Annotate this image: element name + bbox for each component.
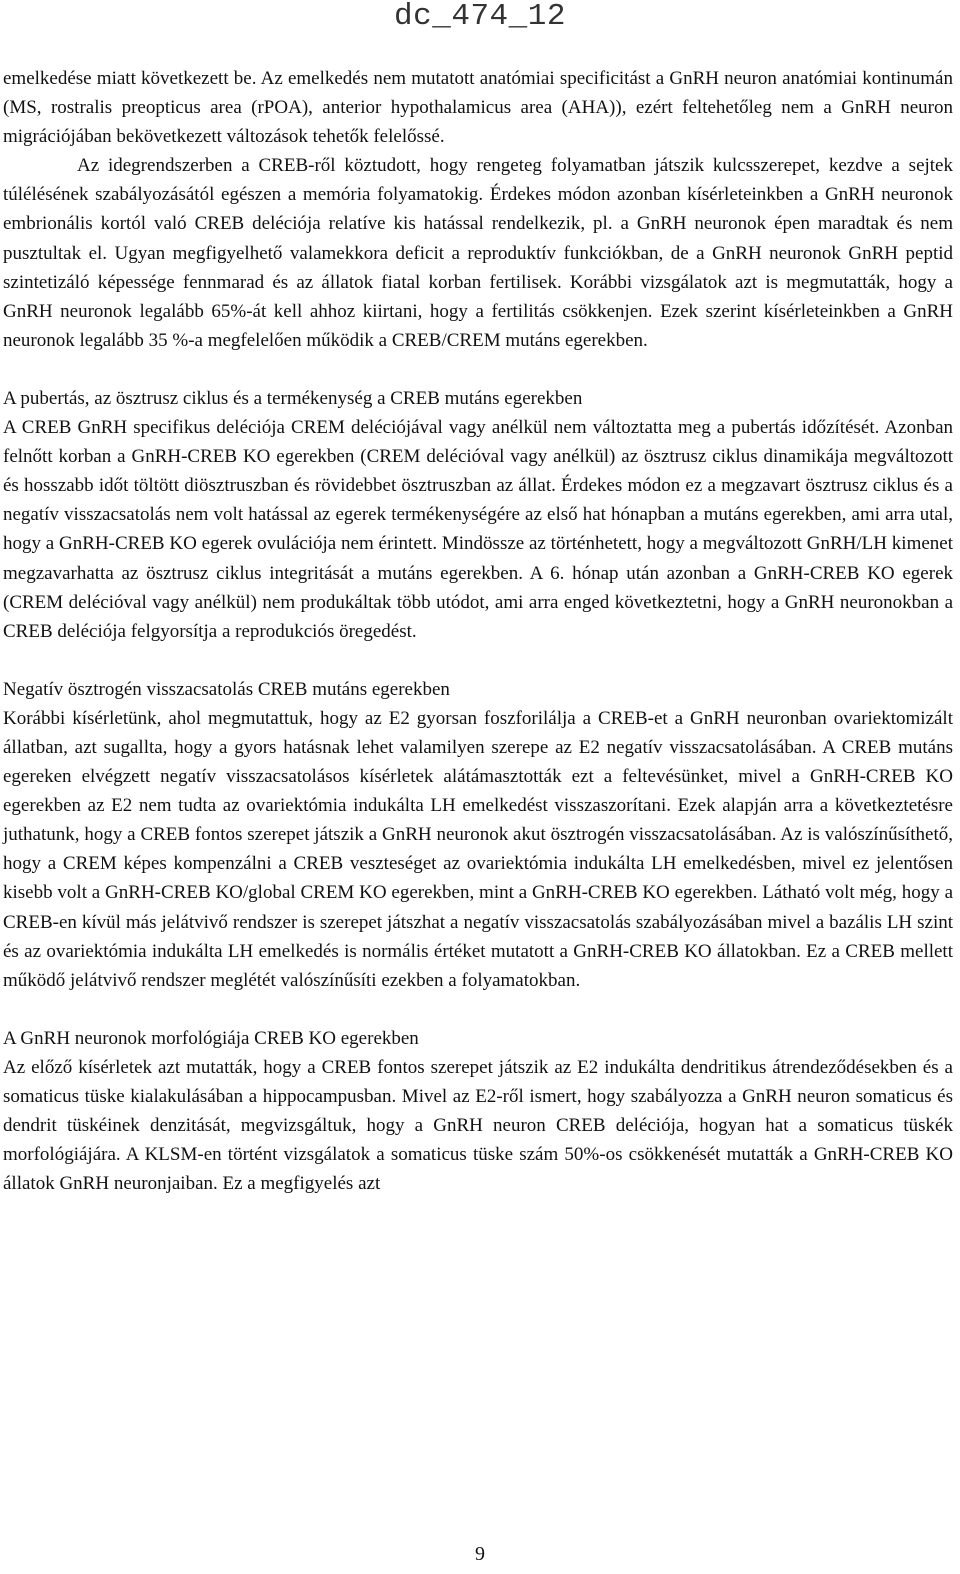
document-body — [3, 64, 953, 1198]
section-heading-negative-feedback: Negatív ösztrogén visszacsatolás CREB mutáns egerekben — [3, 678, 450, 700]
paragraph-continuation: emelkedése miatt következett be. Az emelkedés nem mutatott anatómiai specificitást a GnRH neuron anatómiai kontinumán (MS, rostralis preopticus area (rPOA), anterior hypothalamicus area (AHA)), ezért feltehetőleg nem a GnRH neuron migrációjában bekövetkezett változások tehetők felelőssé. — [3, 68, 953, 148]
section-heading-morphology: A GnRH neuronok morfológiája CREB KO egerekben — [3, 1027, 419, 1049]
section-body-morphology: Az előző kísérletek azt mutatták, hogy a CREB fontos szerepet játszik az E2 indukálta dendritikus átrendeződésekben és a somaticus tüske kialakulásában a hippocampusban. Mivel az E2-ről ismert, hogy szabályozza a GnRH neuron somaticus és dendrit tüskéinek denzitását, megvizsgáltuk, hogy a GnRH neuron CREB deléciója, hogyan hat a somaticus tüskék morfológiájára. A KLSM-en történt vizsgálatok a somaticus tüske szám 50%-os csökkenését mutatták a GnRH-CREB KO állatok GnRH neuronjaiban. Ez a megfigyelés azt — [3, 1056, 953, 1195]
document-header-code: dc_474_12 — [394, 0, 566, 34]
section-spacer — [3, 646, 953, 675]
section-body-negative-feedback: Korábbi kísérletünk, ahol megmutattuk, hogy az E2 gyorsan foszforilálja a CREB-et a GnRH neuronban ovariektomizált állatban, azt sugallta, hogy a gyors hatásnak lehet valamilyen szerepe az E2 negatív visszacsatolásában. A CREB mutáns egereken elvégzett negatív visszacsatolásos kísérletek alátámasztották ezt a feltevésünket, mivel a GnRH-CREB KO egerekben az E2 nem tudta az ovariektómia indukálta LH emelkedést visszaszorítani. Ezek alapján arra a következtetésre juthatunk, hogy a CREB fontos szerepet játszik a GnRH neuronok akut ösztrogén visszacsatolásában. Az is valószínűsíthető, hogy a CREM képes kompenzálni a CREB veszteséget az ovariektómia indukálta LH emelkedésben, mivel ez jelentősen kisebb volt a GnRH-CREB KO/global CREM KO egerekben, mint a GnRH-CREB KO egerekben. Látható volt még, hogy a CREB-en kívül más jelátvivő rendszer is szerepet játszhat a negatív visszacsatolás szabályozásában mivel a bazális LH szint és az ovariektómia indukálta LH emelkedés is normális értéket mutatott a GnRH-CREB KO állatokban. Ez a CREB mellett működő jelátvivő rendszer meglétét valószínűsíti ezekben a folyamatokban. — [3, 707, 953, 991]
section-heading-puberty: A pubertás, az ösztrusz ciklus és a termékenység a CREB mutáns egerekben — [3, 387, 583, 409]
section-body-puberty: A CREB GnRH specifikus deléciója CREM deléciójával vagy anélkül nem változtatta meg a pubertás időzítését. Azonban felnőtt korban a GnRH-CREB KO egerekben (CREM delécióval vagy anélkül) az ösztrusz ciklus dinamikája megváltozott és hosszabb időt töltött diösztruszban és rövidebbet ösztruszban az állat. Érdekes módon ez a megzavart ösztrusz ciklus és a negatív visszacsatolás nem volt hatással az egerek termékenységére az első hat hónapban a mutáns egerekben, ami arra utal, hogy a GnRH-CREB KO egerek ovulációja nem érintett. Mindössze az történhetett, hogy a megváltozott GnRH/LH kimenet megzavarhatta az ösztrusz ciklus integritását a mutáns egerekben. A 6. hónap után azonban a GnRH-CREB KO egerek (CREM delécióval vagy anélkül) nem produkáltak több utódot, ami arra enged következtetni, hogy a GnRH neuronokban a CREB deléciója felgyorsítja a reprodukciós öregedést. — [3, 417, 953, 642]
page-number: 9 — [475, 1543, 485, 1565]
section-spacer — [3, 355, 953, 384]
paragraph-creb-discussion: Az idegrendszerben a CREB-ről köztudott, hogy rengeteg folyamatban játszik kulcsszerepet, kezdve a sejtek túlélésének szabályozásától egészen a memória folyamatokig. Érdekes módon azonban kísérleteinkben a GnRH neuronok embrionális kortól való CREB deléciója relatíve kis hatással rendelkezik, pl. a GnRH neuronok épen maradtak és nem pusztultak el. Ugyan megfigyelhető valamekkora deficit a reproduktív funkciókban, de a GnRH neuronok GnRH peptid szintetizáló képessége fennmarad és az állatok fiatal korban fertilisek. Korábbi vizsgálatok azt is megmutatták, hogy a GnRH neuronok legalább 65%-át kell ahhoz kiirtani, hogy a fertilitás csökkenjen. Ezek szerint kísérleteinkben a GnRH neuronok legalább 35 %-a megfelelően működik a CREB/CREM mutáns egerekben. — [3, 155, 953, 351]
section-spacer — [3, 995, 953, 1024]
